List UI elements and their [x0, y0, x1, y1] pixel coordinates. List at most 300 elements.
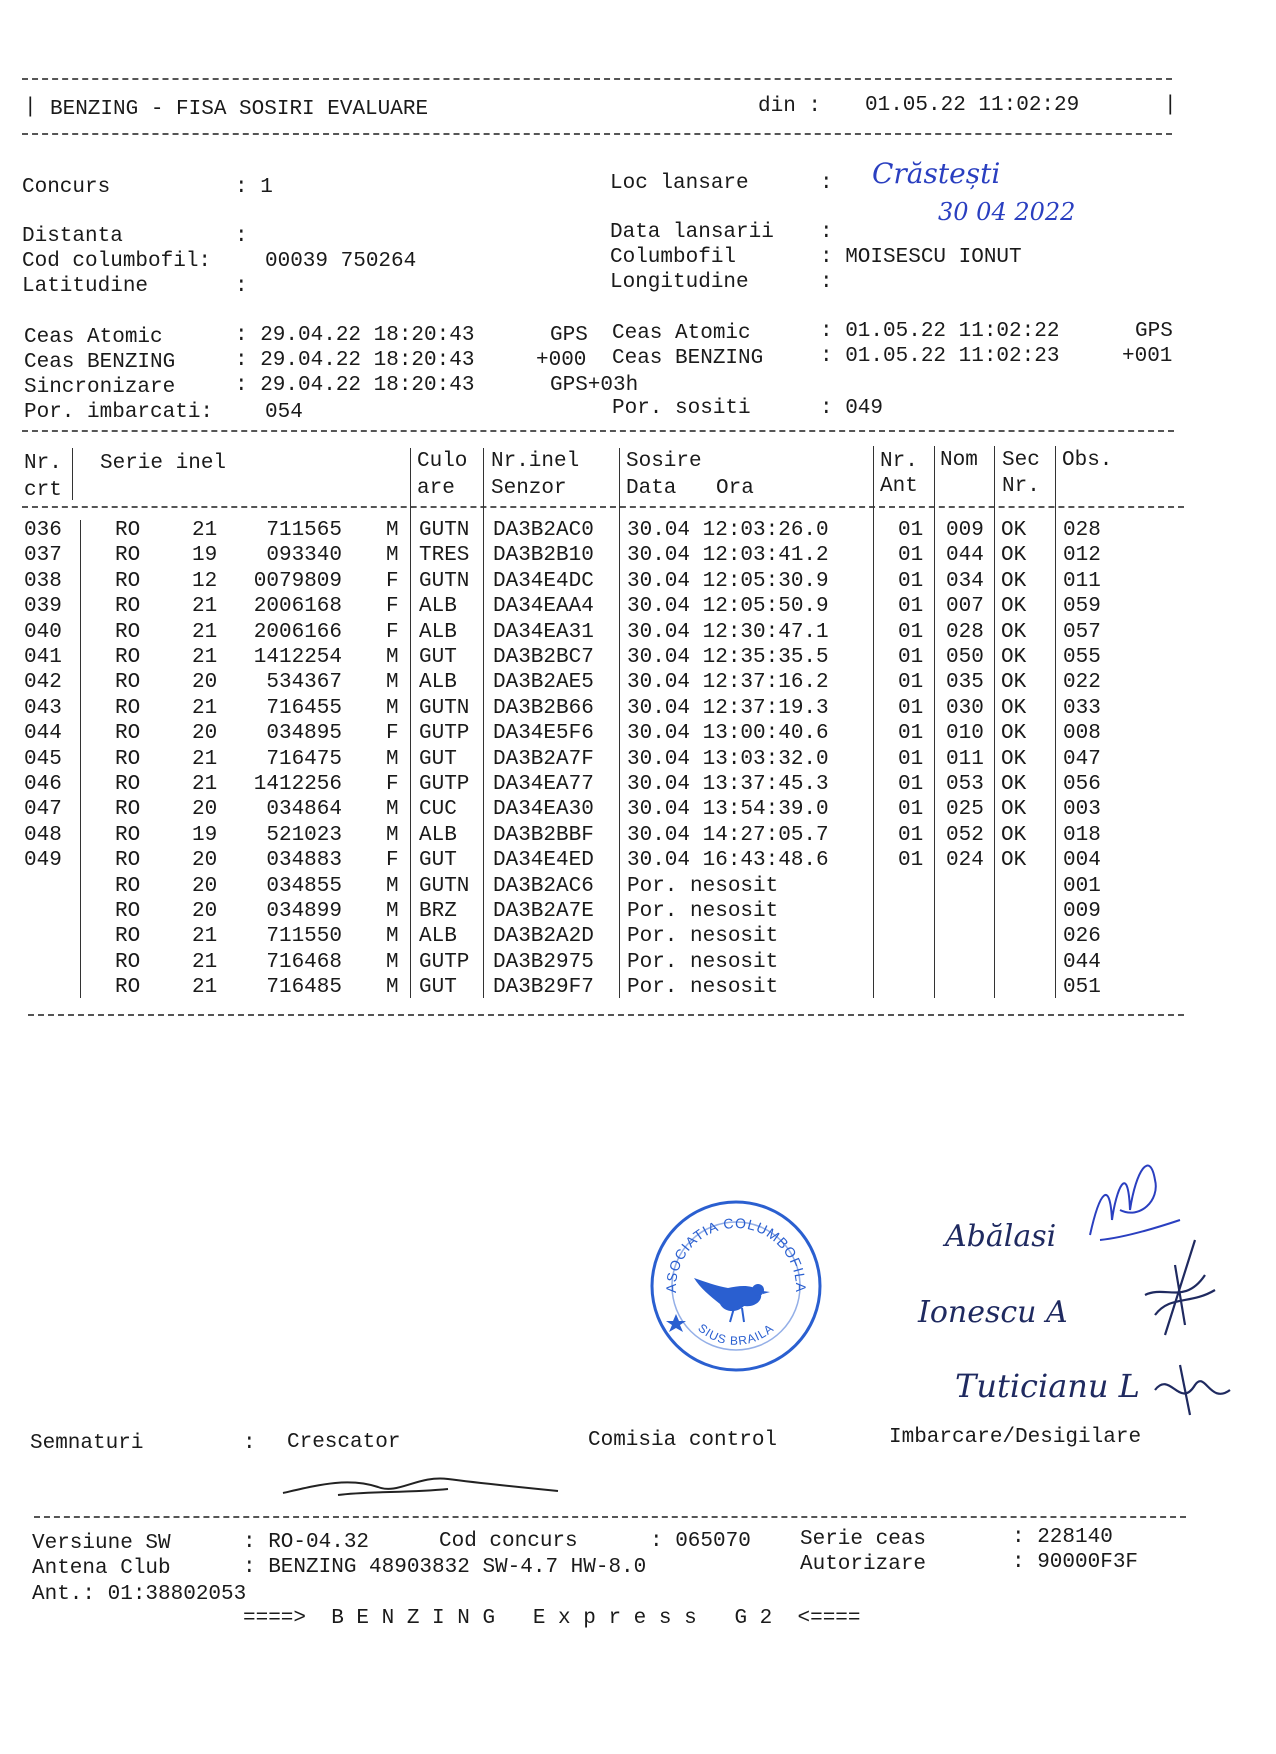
row-nr: 034864 — [266, 798, 342, 822]
antena-club-label: Antena Club — [32, 1557, 171, 1580]
row-obs: 055 — [1063, 646, 1101, 669]
stamp-top-text: ASOCIATIA COLUMBOFILA — [662, 1214, 810, 1294]
row-tara: RO — [115, 696, 141, 720]
ceas-atomic-start-value: : 29.04.22 18:20:43 — [235, 324, 475, 347]
row-nr: 034899 — [266, 900, 342, 923]
th-nr-inel-1: Nr.inel — [491, 450, 580, 473]
row-an: 19 — [192, 544, 218, 568]
semnaturi-colon: : — [243, 1432, 256, 1455]
table-row — [20, 647, 1180, 672]
row-tara: RO — [115, 849, 141, 873]
row-sec: OK — [1001, 519, 1027, 542]
serie-ceas-value: : 228140 — [1012, 1526, 1113, 1549]
row-culoare: ALB — [419, 620, 457, 644]
pigeon-icon — [694, 1278, 770, 1322]
row-sex: M — [386, 544, 399, 568]
row-sex: M — [386, 823, 399, 847]
row-nr: 093340 — [266, 544, 342, 568]
distanta-label: Distanta — [22, 225, 123, 248]
svg-text:ASOCIATIA COLUMBOFILA — [663, 1215, 809, 1293]
row-senzor: DA34EA31 — [493, 620, 594, 644]
row-sex: M — [386, 925, 399, 949]
row-senzor: DA3B2B66 — [493, 696, 594, 720]
ceas-atomic-start-label: Ceas Atomic — [24, 326, 163, 349]
row-nr: 1412256 — [253, 773, 342, 796]
row-senzor: DA3B2B10 — [493, 544, 594, 568]
row-crt: 041 — [24, 646, 62, 669]
row-senzor: DA3B2AC0 — [493, 519, 594, 542]
latitudine-value: : — [235, 275, 248, 298]
table-row — [20, 622, 1180, 647]
sincronizare-value: : 29.04.22 18:20:43 — [235, 374, 475, 397]
row-tara: RO — [115, 722, 141, 746]
stamp-bottom-text: SIUS BRAILA — [695, 1320, 777, 1348]
row-crt: 046 — [24, 773, 62, 796]
row-sex: F — [386, 595, 399, 619]
row-nom: 052 — [946, 823, 984, 847]
row-sosire: 30.04 13:37:45.3 — [627, 773, 829, 796]
top-dashed-rule — [22, 78, 1172, 80]
row-culoare: TRES — [419, 544, 470, 568]
row-sosire: Por. nesosit — [627, 925, 779, 949]
loc-lansare-label: Loc lansare — [610, 172, 749, 195]
autorizare-label: Autorizare — [800, 1553, 927, 1576]
row-nom: 034 — [946, 569, 984, 593]
row-obs: 033 — [1063, 696, 1101, 720]
comisia-control-label: Comisia control — [588, 1429, 778, 1452]
row-crt: 038 — [24, 569, 62, 593]
crescator-signature — [278, 1465, 568, 1505]
signature-2 — [1135, 1235, 1225, 1345]
row-an: 20 — [192, 900, 218, 923]
row-tara: RO — [115, 823, 141, 847]
row-sec: OK — [1001, 747, 1027, 771]
row-sex: M — [386, 874, 399, 898]
row-sec: OK — [1001, 671, 1027, 695]
serie-ceas-label: Serie ceas — [800, 1528, 927, 1551]
sincronizare-label: Sincronizare — [24, 376, 176, 399]
columbofil-label: Columbofil — [610, 246, 737, 269]
row-sosire: Por. nesosit — [627, 950, 779, 974]
row-tara: RO — [115, 747, 141, 771]
ceas-benzing-end-value: : 01.05.22 11:02:23 — [820, 345, 1060, 368]
table-row — [20, 723, 1180, 748]
table-row — [20, 850, 1180, 875]
row-sex: F — [386, 620, 399, 644]
row-nr-ant: 01 — [898, 646, 924, 669]
row-nom: 044 — [946, 544, 984, 568]
row-obs: 028 — [1063, 519, 1101, 542]
header-bar-right: | — [1164, 94, 1177, 117]
row-senzor: DA3B2A7E — [493, 900, 594, 923]
row-nr: 521023 — [266, 823, 342, 847]
row-culoare: GUTP — [419, 773, 470, 796]
th-nr-ant-2: Ant — [880, 475, 918, 498]
row-obs: 012 — [1063, 544, 1101, 568]
ceas-benzing-end-extra: +001 — [1122, 345, 1173, 368]
row-an: 21 — [192, 620, 218, 644]
row-tara: RO — [115, 519, 141, 542]
th-ora: Ora — [716, 477, 754, 500]
row-nom: 028 — [946, 620, 984, 644]
row-an: 21 — [192, 595, 218, 619]
por-imbarcati-value: 054 — [265, 401, 303, 424]
row-sec: OK — [1001, 620, 1027, 644]
row-sosire: 30.04 13:03:32.0 — [627, 747, 829, 771]
row-sex: M — [386, 519, 399, 542]
th-serie-inel: Serie inel — [100, 452, 227, 475]
row-obs: 009 — [1063, 900, 1101, 923]
row-tara: RO — [115, 925, 141, 949]
row-nr-ant: 01 — [898, 747, 924, 771]
row-senzor: DA34EAA4 — [493, 595, 594, 619]
row-nr-ant: 01 — [898, 696, 924, 720]
row-nr-ant: 01 — [898, 595, 924, 619]
row-sosire: 30.04 12:03:41.2 — [627, 544, 829, 568]
row-crt: 043 — [24, 696, 62, 720]
row-sec: OK — [1001, 773, 1027, 796]
row-an: 20 — [192, 798, 218, 822]
row-nr: 2006168 — [253, 595, 342, 619]
row-sec: OK — [1001, 722, 1027, 746]
imbarcare-desigilare-label: Imbarcare/Desigilare — [889, 1426, 1142, 1449]
row-senzor: DA34E4DC — [493, 569, 594, 593]
row-culoare: GUT — [419, 976, 457, 1000]
row-an: 20 — [192, 874, 218, 898]
ceas-benzing-start-label: Ceas BENZING — [24, 351, 176, 374]
columbofil-value: : MOISESCU IONUT — [820, 246, 1022, 269]
row-an: 21 — [192, 519, 218, 542]
row-nr-ant: 01 — [898, 798, 924, 822]
row-nr-ant: 01 — [898, 849, 924, 873]
concurs-label: Concurs — [22, 176, 111, 199]
row-sex: F — [386, 849, 399, 873]
th-culoare-2: are — [417, 477, 455, 500]
row-sosire: Por. nesosit — [627, 874, 779, 898]
row-sec: OK — [1001, 646, 1027, 669]
row-obs: 026 — [1063, 925, 1101, 949]
row-nr: 1412254 — [253, 646, 342, 669]
row-crt: 045 — [24, 747, 62, 771]
row-obs: 003 — [1063, 798, 1101, 822]
row-an: 21 — [192, 646, 218, 669]
table-row — [20, 672, 1180, 697]
row-sec: OK — [1001, 823, 1027, 847]
versiune-sw-label: Versiune SW — [32, 1532, 171, 1555]
document-datetime: 01.05.22 11:02:29 — [865, 94, 1080, 117]
row-sec: OK — [1001, 595, 1027, 619]
row-nom: 035 — [946, 671, 984, 695]
row-senzor: DA34EA77 — [493, 773, 594, 796]
row-tara: RO — [115, 798, 141, 822]
row-culoare: ALB — [419, 595, 457, 619]
row-obs: 022 — [1063, 671, 1101, 695]
th-nr-crt-1: Nr. — [24, 452, 62, 475]
data-lansarii-label: Data lansarii — [610, 221, 774, 244]
row-nr: 711565 — [266, 519, 342, 542]
header-dashed-rule — [22, 133, 1172, 135]
th-sec-2: Nr. — [1002, 475, 1040, 498]
document-title: BENZING - FISA SOSIRI EVALUARE — [50, 98, 429, 121]
row-senzor: DA3B2975 — [493, 950, 594, 974]
row-crt: 044 — [24, 722, 62, 746]
table-header-dashed-rule — [22, 506, 1184, 508]
row-nr: 716475 — [266, 747, 342, 771]
row-sosire: 30.04 12:35:35.5 — [627, 646, 829, 669]
row-nom: 009 — [946, 519, 984, 542]
table-row — [20, 952, 1180, 977]
row-sex: M — [386, 646, 399, 669]
row-tara: RO — [115, 671, 141, 695]
por-imbarcati-label: Por. imbarcati: — [24, 401, 214, 424]
row-sec: OK — [1001, 544, 1027, 568]
row-an: 12 — [192, 569, 218, 593]
por-sositi-label: Por. sositi — [612, 397, 751, 420]
row-nr: 716455 — [266, 696, 342, 720]
row-crt: 047 — [24, 798, 62, 822]
row-senzor: DA34EA30 — [493, 798, 594, 822]
cod-concurs-label: Cod concurs — [439, 1530, 578, 1553]
row-culoare: GUTP — [419, 722, 470, 746]
table-row — [20, 545, 1180, 570]
th-sosire: Sosire — [626, 450, 702, 473]
row-nr-ant: 01 — [898, 519, 924, 542]
row-sex: M — [386, 671, 399, 695]
row-culoare: GUT — [419, 849, 457, 873]
row-culoare: ALB — [419, 671, 457, 695]
table-row — [20, 571, 1180, 596]
th-obs: Obs. — [1062, 449, 1113, 472]
row-an: 20 — [192, 671, 218, 695]
distanta-value: : — [235, 225, 248, 248]
table-row — [20, 977, 1180, 1002]
row-nr-ant: 01 — [898, 823, 924, 847]
committee-name-3: Tuticianu L — [955, 1367, 1140, 1405]
row-obs: 044 — [1063, 950, 1101, 974]
row-an: 19 — [192, 823, 218, 847]
row-sosire: 30.04 14:27:05.7 — [627, 823, 829, 847]
table-row — [20, 901, 1180, 926]
row-nom: 024 — [946, 849, 984, 873]
row-nr-ant: 01 — [898, 671, 924, 695]
data-lansarii-value: : — [820, 221, 833, 244]
club-stamp — [646, 1196, 826, 1376]
sincronizare-extra: GPS+03h — [550, 374, 639, 397]
cod-columbofil-value: 00039 750264 — [265, 250, 417, 273]
row-culoare: CUC — [419, 798, 457, 822]
row-nr: 034855 — [266, 874, 342, 898]
crescator-label: Crescator — [287, 1431, 401, 1454]
row-sosire: 30.04 12:05:30.9 — [627, 569, 829, 593]
row-nom: 050 — [946, 646, 984, 669]
row-nom: 053 — [946, 773, 984, 796]
antena-club-value: : BENZING 48903832 SW-4.7 HW-8.0 — [243, 1556, 647, 1579]
row-sosire: 30.04 12:37:19.3 — [627, 696, 829, 720]
ceas-benzing-start-extra: +000 — [536, 349, 587, 372]
loc-lansare-value: : — [820, 172, 833, 195]
row-nr: 716468 — [266, 950, 342, 974]
ceas-atomic-end-extra: GPS — [1135, 320, 1173, 343]
row-culoare: GUTP — [419, 950, 470, 974]
por-sositi-value: : 049 — [820, 397, 884, 420]
row-obs: 008 — [1063, 722, 1101, 746]
row-sex: M — [386, 976, 399, 1000]
row-crt: 042 — [24, 671, 62, 695]
row-senzor: DA3B2A7F — [493, 747, 594, 771]
row-culoare: GUT — [419, 747, 457, 771]
row-nr-ant: 01 — [898, 773, 924, 796]
row-tara: RO — [115, 900, 141, 923]
row-tara: RO — [115, 773, 141, 796]
row-nr: 716485 — [266, 976, 342, 1000]
row-obs: 018 — [1063, 823, 1101, 847]
row-obs: 004 — [1063, 849, 1101, 873]
footer-dashed-rule — [34, 1516, 1186, 1518]
row-culoare: GUTN — [419, 874, 470, 898]
row-nr: 711550 — [266, 925, 342, 949]
row-obs: 001 — [1063, 874, 1101, 898]
row-tara: RO — [115, 595, 141, 619]
row-an: 20 — [192, 722, 218, 746]
row-nr: 0079809 — [253, 569, 342, 593]
row-an: 20 — [192, 849, 218, 873]
row-senzor: DA3B29F7 — [493, 976, 594, 1000]
row-tara: RO — [115, 646, 141, 669]
row-obs: 059 — [1063, 595, 1101, 619]
row-nr: 534367 — [266, 671, 342, 695]
row-an: 21 — [192, 747, 218, 771]
th-data: Data — [626, 477, 677, 500]
col-divider-crt-header — [72, 448, 73, 500]
table-row — [20, 749, 1180, 774]
row-sosire: 30.04 12:05:50.9 — [627, 595, 829, 619]
row-crt: 036 — [24, 519, 62, 542]
row-sosire: Por. nesosit — [627, 900, 779, 923]
ceas-atomic-end-value: : 01.05.22 11:02:22 — [820, 320, 1060, 343]
autorizare-value: : 90000F3F — [1012, 1551, 1139, 1574]
header-bar-left: | — [24, 96, 37, 119]
row-obs: 056 — [1063, 773, 1101, 796]
table-row — [20, 596, 1180, 621]
row-crt: 039 — [24, 595, 62, 619]
date-label: din : — [758, 95, 822, 118]
cod-columbofil-label: Cod columbofil: — [22, 250, 212, 273]
table-row — [20, 926, 1180, 951]
row-nr-ant: 01 — [898, 722, 924, 746]
row-sosire: 30.04 13:00:40.6 — [627, 722, 829, 746]
row-senzor: DA3B2BC7 — [493, 646, 594, 669]
row-senzor: DA34E4ED — [493, 849, 594, 873]
row-sex: F — [386, 773, 399, 796]
row-nom: 025 — [946, 798, 984, 822]
row-tara: RO — [115, 569, 141, 593]
row-nom: 011 — [946, 747, 984, 771]
row-tara: RO — [115, 976, 141, 1000]
row-sosire: 30.04 12:03:26.0 — [627, 519, 829, 542]
row-culoare: BRZ — [419, 900, 457, 923]
row-culoare: GUT — [419, 646, 457, 669]
table-row — [20, 520, 1180, 545]
row-sex: M — [386, 696, 399, 720]
row-an: 21 — [192, 950, 218, 974]
stamp-star-icon — [666, 1314, 686, 1332]
row-sex: F — [386, 722, 399, 746]
row-sex: M — [386, 798, 399, 822]
th-nr-ant-1: Nr. — [880, 450, 918, 473]
row-nr-ant: 01 — [898, 544, 924, 568]
th-culoare-1: Culo — [417, 450, 468, 473]
table-top-dashed-rule — [22, 430, 1174, 432]
longitudine-label: Longitudine — [610, 271, 749, 294]
row-senzor: DA3B2BBF — [493, 823, 594, 847]
committee-name-2: Ionescu A — [918, 1295, 1068, 1330]
row-culoare: ALB — [419, 823, 457, 847]
row-sosire: 30.04 16:43:48.6 — [627, 849, 829, 873]
row-an: 21 — [192, 773, 218, 796]
row-nr-ant: 01 — [898, 620, 924, 644]
th-nr-crt-2: crt — [24, 479, 62, 502]
row-nr: 034895 — [266, 722, 342, 746]
row-culoare: GUTN — [419, 696, 470, 720]
row-sex: F — [386, 569, 399, 593]
row-crt: 040 — [24, 620, 62, 644]
row-culoare: GUTN — [419, 519, 470, 542]
row-nom: 007 — [946, 595, 984, 619]
row-sosire: 30.04 12:37:16.2 — [627, 671, 829, 695]
table-row — [20, 774, 1180, 799]
row-sec: OK — [1001, 798, 1027, 822]
row-nr: 2006166 — [253, 620, 342, 644]
ceas-atomic-end-label: Ceas Atomic — [612, 322, 751, 345]
ceas-benzing-start-value: : 29.04.22 18:20:43 — [235, 349, 475, 372]
latitudine-label: Latitudine — [22, 275, 149, 298]
concurs-value: : 1 — [235, 176, 273, 199]
row-sosire: Por. nesosit — [627, 976, 779, 1000]
th-nr-inel-2: Senzor — [491, 477, 567, 500]
benzing-express-banner: ====> B E N Z I N G E x p r e s s G 2 <==== — [243, 1607, 861, 1630]
table-row — [20, 825, 1180, 850]
signature-3 — [1150, 1360, 1240, 1420]
row-tara: RO — [115, 620, 141, 644]
row-culoare: ALB — [419, 925, 457, 949]
ceas-atomic-start-extra: GPS — [550, 324, 588, 347]
row-sosire: 30.04 13:54:39.0 — [627, 798, 829, 822]
row-crt: 049 — [24, 849, 62, 873]
row-nom: 010 — [946, 722, 984, 746]
row-senzor: DA3B2AC6 — [493, 874, 594, 898]
row-sec: OK — [1001, 849, 1027, 873]
row-nr: 034883 — [266, 849, 342, 873]
table-bottom-dashed-rule — [28, 1014, 1184, 1016]
loc-lansare-handwritten: Crăstești — [872, 157, 1001, 190]
row-tara: RO — [115, 874, 141, 898]
row-sex: M — [386, 950, 399, 974]
semnaturi-label: Semnaturi — [30, 1432, 144, 1455]
row-nom: 030 — [946, 696, 984, 720]
table-row — [20, 698, 1180, 723]
row-an: 21 — [192, 976, 218, 1000]
row-crt: 037 — [24, 544, 62, 568]
row-senzor: DA3B2A2D — [493, 925, 594, 949]
longitudine-value: : — [820, 271, 833, 294]
antenna-id: Ant.: 01:38802053 — [32, 1583, 247, 1606]
row-an: 21 — [192, 696, 218, 720]
row-obs: 047 — [1063, 747, 1101, 771]
row-senzor: DA34E5F6 — [493, 722, 594, 746]
data-lansarii-handwritten: 30 04 2022 — [938, 198, 1076, 226]
row-culoare: GUTN — [419, 569, 470, 593]
versiune-sw-value: : RO-04.32 — [243, 1531, 370, 1554]
